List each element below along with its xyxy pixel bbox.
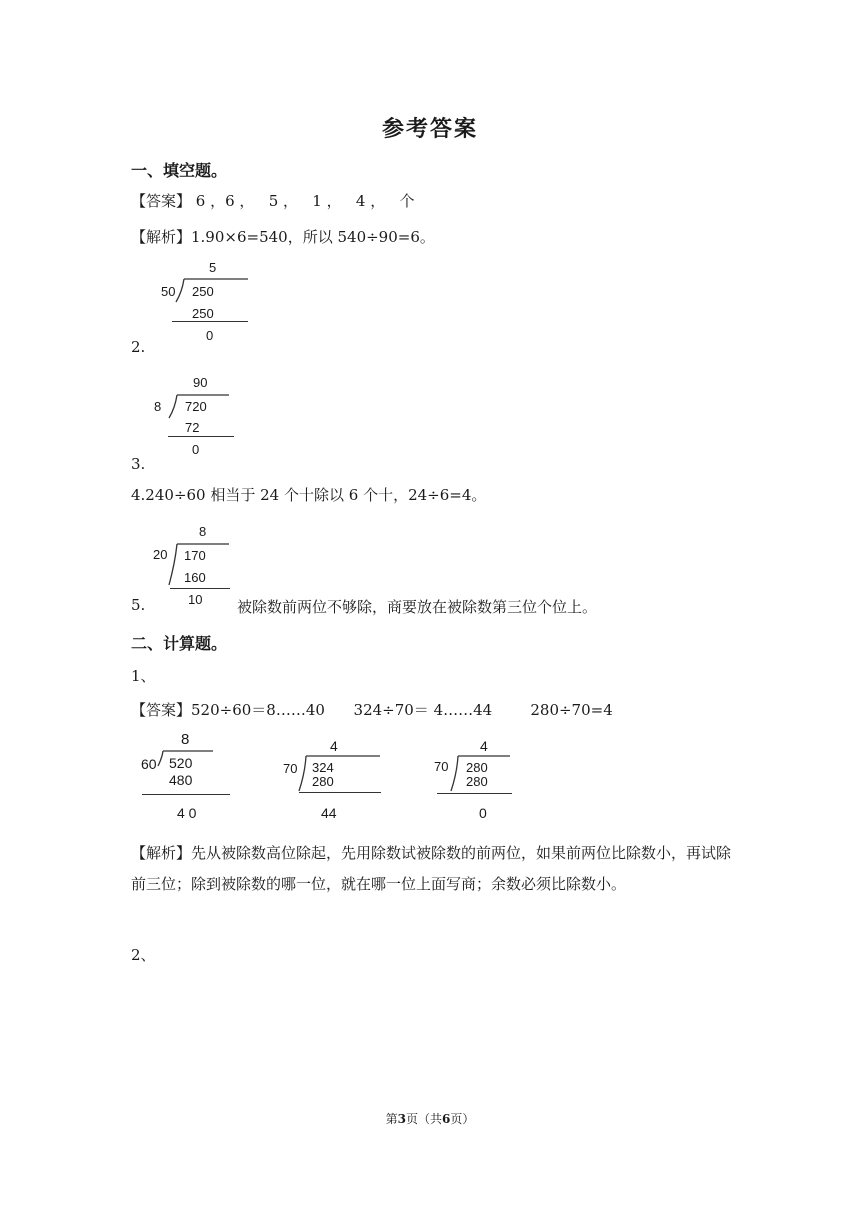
footer-suffix: 页）	[450, 1112, 475, 1126]
divisor: 50	[161, 284, 176, 299]
subtraction-line	[170, 588, 230, 589]
divisor: 60	[141, 756, 157, 772]
page-title: 参考答案	[381, 116, 478, 142]
divisor: 8	[154, 399, 162, 414]
quotient: 4	[480, 738, 488, 754]
analysis-line-1: 【解析】1.90×6=540，所以 540÷90=6。	[131, 228, 435, 246]
subtraction-line	[142, 794, 230, 795]
dividend: 280	[466, 760, 488, 775]
product: 280	[466, 774, 488, 789]
subtraction-line	[299, 792, 381, 793]
quotient: 8	[181, 731, 190, 748]
subtraction-line	[437, 793, 512, 794]
item-3-label: 3.	[131, 455, 146, 473]
dividend: 520	[169, 755, 193, 771]
divisor: 70	[283, 761, 298, 776]
section-heading-fill-blanks: 一、填空题。	[131, 161, 228, 180]
subtraction-line	[168, 436, 234, 437]
page-footer	[0, 1110, 860, 1127]
product: 72	[185, 420, 200, 435]
dividend: 170	[184, 548, 206, 563]
analysis-paragraph: 【解析】先从被除数高位除起，先用除数试被除数的前两位，如果前两位比除数小，再试除前三位；除到被除数的哪一位，就在哪一位上面写商；余数必须比除数小。	[131, 844, 732, 893]
item-4-text: 4.240÷60 相当于 24 个十除以 6 个十，24÷6=4。	[131, 486, 487, 504]
division-bracket	[296, 753, 386, 795]
dividend: 324	[312, 760, 334, 775]
product: 160	[184, 570, 206, 585]
subtraction-line	[172, 321, 248, 322]
footer-page-number: 3	[397, 1112, 406, 1126]
remainder: 44	[321, 805, 337, 821]
question-1-label: 1、	[131, 667, 156, 685]
remainder: 0	[206, 328, 214, 343]
divisor: 20	[153, 547, 168, 562]
remainder: 4 0	[177, 805, 197, 821]
item-5-note: 被除数前两位不够除，商要放在被除数第三位个位上。	[237, 598, 598, 616]
quotient: 4	[330, 738, 338, 754]
product: 280	[312, 774, 334, 789]
divisor: 70	[434, 759, 449, 774]
remainder: 0	[479, 805, 487, 821]
item-2-label: 2.	[131, 338, 146, 356]
answer-line-1: 【答案】 6 ，6 ， 5 ， 1 ， 4 ， 个	[131, 192, 415, 210]
item-5-label: 5.	[131, 596, 146, 614]
dividend: 720	[185, 399, 207, 414]
footer-prefix: 第	[385, 1112, 398, 1126]
footer-middle: 页（共	[405, 1112, 442, 1126]
footer-total-pages: 6	[442, 1112, 451, 1126]
remainder: 0	[192, 442, 200, 457]
remainder: 10	[188, 592, 203, 607]
section-heading-calculation: 二、计算题。	[131, 634, 228, 653]
answer-line-2: 【答案】520÷60＝8……40 324÷70＝ 4……44 280÷70=4	[131, 701, 613, 719]
product: 250	[192, 306, 214, 321]
quotient: 8	[199, 524, 207, 539]
quotient: 90	[193, 375, 208, 390]
question-2-label: 2、	[131, 946, 156, 964]
dividend: 250	[192, 284, 214, 299]
product: 480	[169, 772, 193, 788]
quotient: 5	[209, 260, 217, 275]
